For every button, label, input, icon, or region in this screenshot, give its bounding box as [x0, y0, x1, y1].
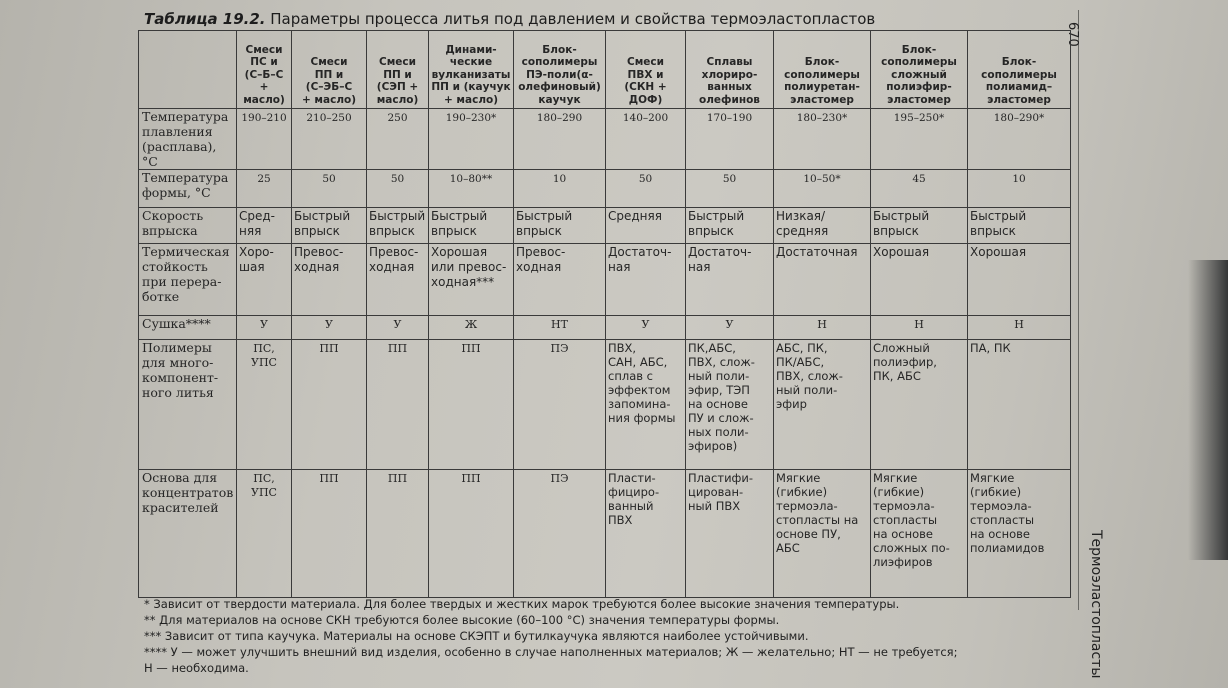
table-cell: Быстрый впрыск — [367, 208, 429, 244]
footnote: ** Для материалов на основе СКН требуются более высокие (60–100 °С) значения температуры формы. — [144, 613, 780, 627]
header-row — [139, 31, 1071, 109]
table-cell: 250 — [367, 109, 429, 170]
table-cell: Достаточ- ная — [686, 244, 774, 316]
page-edge-shadow — [1188, 260, 1228, 560]
footnotes — [144, 596, 1084, 676]
properties-table — [138, 30, 1071, 598]
table-cell: 180–290 — [514, 109, 606, 170]
table-cell: ПП — [367, 340, 429, 470]
table-cell: Быстрый впрыск — [686, 208, 774, 244]
table-cell: Быстрый впрыск — [871, 208, 968, 244]
table-cell: Низкая/ средняя — [774, 208, 871, 244]
page-number: 670 — [1065, 22, 1080, 47]
table-cell: Хорошая — [871, 244, 968, 316]
table-cell: ПП — [292, 340, 367, 470]
table-cell: Быстрый впрыск — [292, 208, 367, 244]
row-label: Термическая стойкость при перера- ботке — [139, 244, 237, 316]
table-cell: ПЭ — [514, 470, 606, 598]
table-cell: 10 — [968, 170, 1071, 208]
table-cell: ПА, ПК — [968, 340, 1071, 470]
table-cell: 50 — [292, 170, 367, 208]
table-cell: 180–230* — [774, 109, 871, 170]
table-row — [139, 109, 1071, 170]
header-corner — [139, 31, 237, 109]
table-cell: 195–250* — [871, 109, 968, 170]
table-cell: ПС, УПС — [237, 340, 292, 470]
column-header: Смеси ПВХ и (СКН + ДОФ) — [606, 31, 686, 109]
table-cell: Средняя — [606, 208, 686, 244]
table-cell: Превос- ходная — [514, 244, 606, 316]
table-cell: Пласти- фициро- ванный ПВХ — [606, 470, 686, 598]
column-header: Смеси ПС и (С–Б–С + масло) — [237, 31, 292, 109]
row-label: Полимеры для много- компонент- ного литья — [139, 340, 237, 470]
table-cell: 10 — [514, 170, 606, 208]
table-cell: 210–250 — [292, 109, 367, 170]
table-cell: Быстрый впрыск — [968, 208, 1071, 244]
table-cell: 25 — [237, 170, 292, 208]
table-cell: ПП — [429, 340, 514, 470]
table-cell: Достаточ- ная — [606, 244, 686, 316]
table-cell: Сред- няя — [237, 208, 292, 244]
table-cell: Превос- ходная — [292, 244, 367, 316]
table-cell: Быстрый впрыск — [429, 208, 514, 244]
table-cell: Хоро- шая — [237, 244, 292, 316]
column-header: Смеси ПП и (СЭП + масло) — [367, 31, 429, 109]
table-title — [144, 10, 875, 28]
table-cell: НТ — [514, 316, 606, 340]
column-header: Блок- сополимеры ПЭ-поли(α- олефиновый) каучук — [514, 31, 606, 109]
column-header: Блок- сополимеры сложный полиэфир- эластомер — [871, 31, 968, 109]
table-cell: Превос- ходная — [367, 244, 429, 316]
table-row — [139, 316, 1071, 340]
table-title-text: Параметры процесса литья под давлением и свойства термоэластопластов — [265, 10, 876, 28]
column-header: Блок- сополимеры полиуретан- эластомер — [774, 31, 871, 109]
table-cell: Мягкие (гибкие) термоэла- стопласты на основе полиамидов — [968, 470, 1071, 598]
table-cell: У — [292, 316, 367, 340]
table-cell: ПП — [367, 470, 429, 598]
table-cell: Хорошая — [968, 244, 1071, 316]
column-header: Сплавы хлориро- ванных олефинов — [686, 31, 774, 109]
row-label: Основа для концентратов красителей — [139, 470, 237, 598]
row-label: Температура плавления (расплава), °С — [139, 109, 237, 170]
table-cell: 50 — [686, 170, 774, 208]
table-cell: ПП — [292, 470, 367, 598]
table-cell: У — [367, 316, 429, 340]
table-title-label: Таблица 19.2. — [144, 10, 266, 28]
table-cell: У — [606, 316, 686, 340]
table-cell: АБС, ПК, ПК/АБС, ПВХ, слож- ный поли- эфир — [774, 340, 871, 470]
table-cell: 50 — [367, 170, 429, 208]
table-cell: 190–230* — [429, 109, 514, 170]
footnote: Н — необходима. — [144, 661, 249, 675]
table-cell: Сложный полиэфир, ПК, АБС — [871, 340, 968, 470]
table-cell: У — [686, 316, 774, 340]
table-cell: Ж — [429, 316, 514, 340]
table-cell: Достаточная — [774, 244, 871, 316]
table-cell: 170–190 — [686, 109, 774, 170]
table-row — [139, 244, 1071, 316]
table-cell: 190–210 — [237, 109, 292, 170]
running-title: Термоэластопласты — [1088, 530, 1104, 679]
table-cell: 180–290* — [968, 109, 1071, 170]
table-cell: ПС, УПС — [237, 470, 292, 598]
table-cell: Хорошая или превос- ходная*** — [429, 244, 514, 316]
table-cell: Мягкие (гибкие) термоэла- стопласты на основе ПУ, АБС — [774, 470, 871, 598]
table-row — [139, 340, 1071, 470]
column-header: Блок- сополимеры полиамид– эластомер — [968, 31, 1071, 109]
row-label: Температура формы, °С — [139, 170, 237, 208]
table-cell: 50 — [606, 170, 686, 208]
table-cell: Мягкие (гибкие) термоэла- стопласты на основе сложных по- лиэфиров — [871, 470, 968, 598]
table-cell: Пластифи- цирован- ный ПВХ — [686, 470, 774, 598]
row-label: Скорость впрыска — [139, 208, 237, 244]
table-cell: ПЭ — [514, 340, 606, 470]
footnote: * Зависит от твердости материала. Для более твердых и жестких марок требуются более высокие значения температуры. — [144, 597, 900, 611]
footnote: *** Зависит от типа каучука. Материалы на основе СКЭПТ и бутилкаучука являются наиболее устойчивыми. — [144, 629, 809, 643]
table-cell: Н — [871, 316, 968, 340]
table-cell: ПК,АБС, ПВХ, слож- ный поли- эфир, ТЭП на основе ПУ и слож- ных поли- эфиров) — [686, 340, 774, 470]
table-row — [139, 170, 1071, 208]
row-label: Сушка**** — [139, 316, 237, 340]
column-header: Динами- ческие вулканизаты ПП и (каучук + масло) — [429, 31, 514, 109]
table-cell: У — [237, 316, 292, 340]
table-cell: 45 — [871, 170, 968, 208]
footnote: **** У — может улучшить внешний вид изделия, особенно в случае наполненных материалов; Ж — желательно; НТ — не требуется; — [144, 645, 958, 659]
table-cell: Н — [774, 316, 871, 340]
table-row — [139, 208, 1071, 244]
table-cell: 10–50* — [774, 170, 871, 208]
table-cell: 140–200 — [606, 109, 686, 170]
margin-rule — [1078, 10, 1079, 610]
table-cell: ПВХ, САН, АБС, сплав с эффектом запомина- ния формы — [606, 340, 686, 470]
table-cell: 10–80** — [429, 170, 514, 208]
column-header: Смеси ПП и (С–ЭБ–С + масло) — [292, 31, 367, 109]
table-cell: ПП — [429, 470, 514, 598]
table-cell: Быстрый впрыск — [514, 208, 606, 244]
table-row — [139, 470, 1071, 598]
table-cell: Н — [968, 316, 1071, 340]
